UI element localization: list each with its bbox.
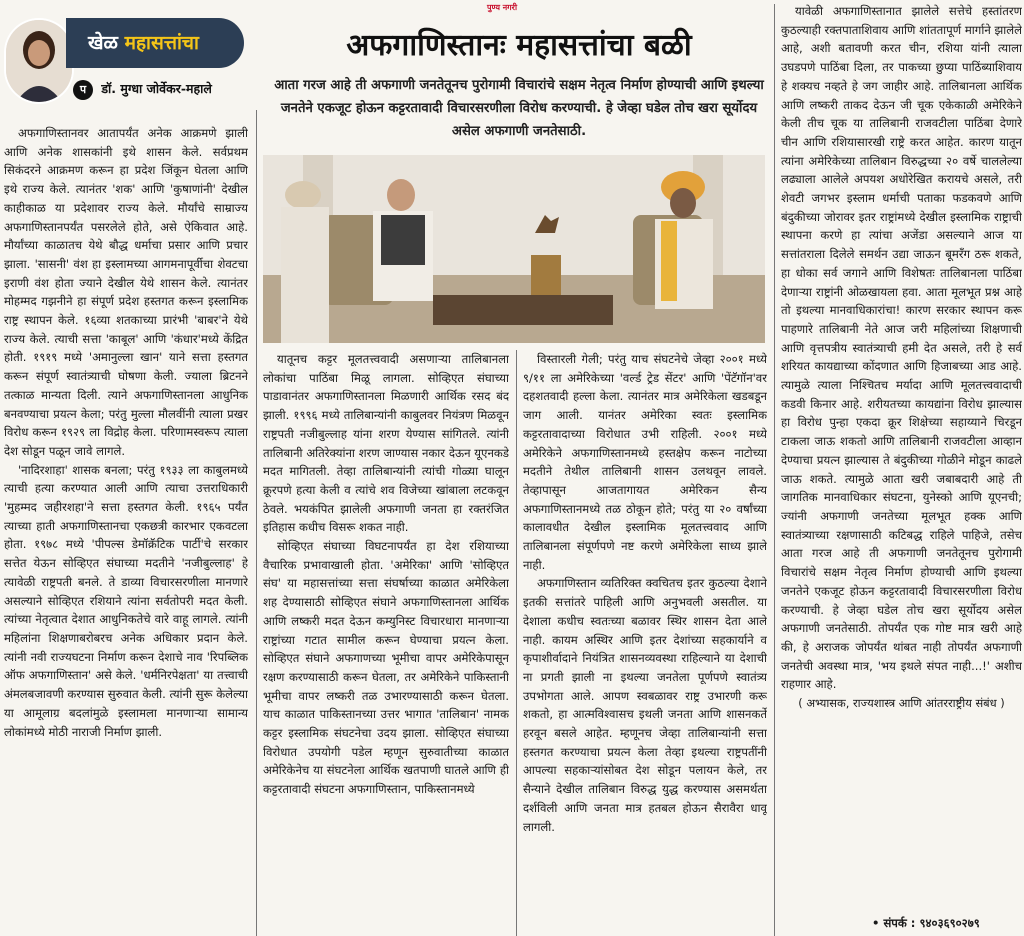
paragraph: 'नादिरशाहा' शासक बनला; परंतु १९३३ ला काबुलमध्ये त्याची हत्या करण्यात आली आणि त्याचा उत्तराधिकारी 'मुहम्मद जहीरशहा'ने सत्ता हस्तगत केली. १९६५ पर्यंत त्याच्या हाती अफगाणिस्तानचा एकछत्री कारभार एकवटला होता. १९७८ मध्ये 'पीपल्स डेमॉक्रॅटिक पार्टी'चे सरकार सत्तेत येऊन सोव्हिएत संघाच्या मदतीने 'नजीबुल्लाह' हे त्यावेळी राष्ट्रपती बनले. ते डाव्या विचारसरणीला मानणारे असल्याने सोव्हिएत रशियाने त्यांना सर्वतोपरी मदत केली. त्यांच्या नेतृत्वात देशात आधुनिकतेचे वारे वाहू लागले. त्यांनी महिलांना शिक्षणाबरोबरच अनेक अधिकार प्रदान केले. त्यांनी नवी राज्यघटना निर्माण करून देशाचे नाव 'रिपब्लिक ऑफ अफगाणिस्तान' असे केले. 'धर्मनिरपेक्षता' या तत्त्वाची अंमलबजावणी करण्यास सुरुवात केली. त्यांनी सुरू केलेल्या या आमूलाग्र बदलांमुळे इस्लामला मानणाऱ्या सामान्य लोकांमध्ये मोठी नाराजी निर्माण झाली. xyxy=(4,462,248,739)
author-affiliation: ( अभ्यासक, राज्यशास्त्र आणि आंतरराष्ट्रीय संबंध ) xyxy=(798,696,1005,711)
paragraph: यावेळी अफगाणिस्तानात झालेले सत्तेचे हस्तांतरण कुठल्याही रक्तपाताशिवाय आणि शांततापूर्ण मार्गाने झालेले आहे, अशी बतावणी करत चीन, रशिया यांनी त्याला उघडपणे पाठिंबा दिला, तर पाकच्या छुप्या पाठिंब्याशिवाय हे शक्यच नव्हते हे जग जाहीर आहे. तालिबानला आर्थिक आणि लष्करी ताकद देऊन जी चूक एकेकाळी अमेरिकेने केली तीच चूक या तालिबानी राजवटीला पाठिंबा देणारे चीन आणि रशियासारखी राष्ट्रे करत आहेत. कारण यातून त्यांना अमेरिकेच्या तालिबान विरुद्धच्या २० वर्षे चाललेल्या लढ्याला आलेले अपयश अधोरेखित करायचे असले, तरी शेवटी जगभर इस्लाम धर्माची पताका फडकवणे आणि बंदुकीच्या जोरावर इतर राष्ट्रांमध्ये देखील इस्लामिक राष्ट्राची स्थापना करणे हा त्यांचा अजेंडा असल्याने आज या सत्तांतराला दिलेले समर्थन उद्या जाऊन बूमरँग ठरू शकते, हा धोका सर्व जगाने आणि विशेषतः तालिबानला पाठिंबा देणाऱ्या राष्ट्रांनी ओळखायला हवा. आता मूलभूत प्रश्न आहे तो इथल्या मानवाधिकारांचा! कारण सरकार स्थापन करू पाहणारे तालिबानी नेते आज जरी महिलांच्या शिक्षणाची आणि वृत्तपत्रीय स्वातंत्र्याची हमी देत असले, तरी हे सर्व शरियत कायद्याच्या कोंदणात आणि हिजाबच्या आड आहे. त्यामुळे त्याला निश्चितच मर्यादा आणि मूलतत्त्ववादाची कडवी किनार आहे. शरीयतच्या कायद्यांना विरोध झाल्यास हा विरोध पुन्हा एकदा क्रूर शिक्षेच्या सहाय्याने चिरडून टाकला जाऊ शकतो आणि तालिबानी राजवटीला आव्हान देण्याचा प्रयत्न झाल्यास ते बंदुकीच्या गोळीने मोडून काढले जाऊ शकते. त्यामुळे आता खरी जबाबदारी आहे ती जागतिक मानवाधिकार संघटना, युनेस्को आणि यूएनची; ज्यांनी अफगाणी जनतेच्या मूलभूत हक्क आणि स्वातंत्र्याच्या रक्षणासाठी कटिबद्ध राहिले पाहिजे, तसेच आता गरज आहे ती अफगाणी जनतेतूनच पुरोगामी विचारांचे सक्षम नेतृत्व निर्माण होण्याची आणि इथल्या जनतेने एकजूट होऊन कट्टरतावादी विचारसरणीला विरोध करण्याची. हे जेव्हा घडेल तोच खरा सूर्योदय असेल अफगाणी जनतेसाठी. तोपर्यंत एक गोष्ट मात्र खरी आहे की, हे अराजक जोपर्यंत थांबत नाही तोपर्यंत अफगाणी जनतेची अवस्था मात्र, 'भय इथले संपत नाही...!' अशीच राहणार आहे. xyxy=(781,4,1022,692)
article-column-3 xyxy=(523,350,767,936)
author-name: डॉ. मुग्धा जोर्वेकर-महाले xyxy=(101,81,212,96)
news-photo xyxy=(263,155,765,343)
contact-number: • संपर्क : ९४०३६९०२७९ xyxy=(872,916,980,930)
banner-prefix: खेळ xyxy=(88,32,118,54)
paragraph: यातूनच कट्टर मूलतत्त्ववादी असणाऱ्या तालिबानला लोकांचा पाठिंबा मिळू लागला. सोव्हिएत संघाच्या पाडावानंतर अफगाणिस्तानला मिळणारी आर्थिक रसद बंद झाली. १९९६ मध्ये तालिबान्यांनी काबुलवर नियंत्रण मिळवून राष्ट्रपती नजीबुल्लाह यांना शरण येण्यास सांगितले. त्यांनी तालिबानी अतिरेक्यांना शरण जाण्यास नकार देऊन यूएनकडे मदत मागितली. तेव्हा तालिबान्यांनी त्यांची गोळ्या घालून क्रूरपणे हत्या केली व त्यांचे शव विजेच्या खांबाला लटकवून ठेवले. भयकंपित झालेली अफगाणी जनता हा रक्तरंजित इतिहास कधीच विसरू शकत नाही. xyxy=(263,352,509,535)
headline: अफगाणिस्तानः महासत्तांचा बळी xyxy=(346,28,692,63)
article-column-1 xyxy=(4,124,248,936)
byline xyxy=(73,76,253,102)
paragraph: सोव्हिएत संघाच्या विघटनापर्यंत हा देश रशियाच्या वैचारिक प्रभावाखाली होता. 'अमेरिका' आणि 'सोव्हिएत संघ' या महासत्तांच्या सत्ता संघर्षाच्या काळात अमेरिकेला शह देण्यासाठी सोव्हिएत संघाने अफगाणिस्तानला आर्थिक आणि लष्करी मदत देऊन कम्युनिस्ट विचारधारा मानणाऱ्या राष्ट्रांच्या गटात सामील करून घेण्याचा प्रयत्न केला. सोव्हिएत संघाने अफगाणच्या भूमीचा वापर अमेरिकेपासून रक्षण करण्यासाठी करून घेतला, तर अमेरिकेने पाकिस्तानी भूमीचा वापर लष्करी तळ उभारण्यासाठी करून घेतला. याच काळात पाकिस्तानच्या उत्तर भागात 'तालिबान' नामक कट्टर इस्लामिक संघटनेचा उदय झाला. सोव्हिएत संघाच्या विरोधात उपयोगी पडेल म्हणून सुरुवातीच्या काळात अमेरिकेनेच या संघटनेला आर्थिक खतपाणी घातले आणि ही कट्टरतावादी संघटना अफगाणिस्तान, पाकिस्तानमध्ये xyxy=(263,539,509,797)
publication-logo-icon: प xyxy=(73,80,93,100)
paragraph: विस्तारली गेली; परंतु याच संघटनेचे जेव्हा २००१ मध्ये ९/११ ला अमेरिकेच्या 'वर्ल्ड ट्रेड सेंटर' आणि 'पेंटॅगॉन'वर दहशतवादी हल्ला केला. त्यानंतर मात्र अमेरिकेला खडबडून जाग आली. यानंतर अमेरिका स्वतः इस्लामिक कट्टरतावादाच्या विरोधात उभी राहिली. २००१ मध्ये अमेरिकेने अफगाणिस्तानमध्ये हस्तक्षेप करून नाटोच्या मदतीने तेथील तालिबानी शासन उलथवून लावले. तेव्हापासून आजतागायत अमेरिकन सैन्य अफगाणिस्तानमध्ये तळ ठोकून होते; परंतु या २० वर्षांच्या कालावधीत देखील इस्लामिक मूलतत्त्ववाद आणि तालिबानला संपूर्णपणे नष्ट करणे अमेरिकेला साध्य झाले नाही. xyxy=(523,352,767,572)
article-column-2 xyxy=(263,350,509,936)
column-divider xyxy=(774,4,775,936)
column-divider xyxy=(516,350,517,936)
paragraph: अफगाणिस्तान व्यतिरिक्त क्वचितच इतर कुठल्या देशाने इतकी सत्तांतरे पाहिली आणि अनुभवली असतील. या देशाला कधीच स्वतःच्या बळावर स्थिर शासन देता आले नाही. कायम अस्थिर आणि इतर देशांच्या सहकार्याने व कृपाशीर्वादाने नियंत्रित शासनव्यवस्था राहिल्याने या देशाची ना प्रगती झाली ना इथल्या जनतेला पूर्णपणे स्वातंत्र्य उपभोगता आले. आपण स्वबळावर राष्ट्र उभारणी करू शकतो, हा आत्मविश्वासच इथली जनता आणि शासनकर्ते हरवून बसले आहेत. म्हणूनच जेव्हा तालिबान्यांनी सत्ता हस्तगत करण्याचा प्रयत्न केला तेव्हा इथल्या राष्ट्रपतींनी आपल्या सहकाऱ्यांसोबत देश सोडून पलायन केले, तर सैन्याने देखील तालिबान विरुद्ध युद्ध करण्यास असमर्थता दर्शविली आणि जनता मात्र हतबल होऊन सैरावैरा धावू लागली. xyxy=(523,576,767,834)
masthead-logo: पुण्य नगरी xyxy=(486,3,518,12)
author-photo xyxy=(4,18,74,104)
paragraph: अफगाणिस्तानवर आतापर्यंत अनेक आक्रमणे झाली आणि अनेक शासकांनी इथे शासन केले. सर्वप्रथम सिकंदरने आक्रमण करून हा प्रदेश जिंकून घेतला आणि इथे राज्य केले. त्यानंतर 'शक' आणि 'कुषाणांनी' देखील काहीकाळ या प्रदेशावर राज्य केले. मौर्यांचे साम्राज्य अफगाणिस्तानपर्यंत पसरलेले होते, असे ऐकिवात आहे. मौर्यांच्या काळातच येथे बौद्ध धर्माचा प्रसार आणि प्रचार झाला. 'सासनी' वंश हा इस्लामच्या आगमनापूर्वीचा शेवटचा इराणी वंश होता ज्याने देखील येथे शासन केले. त्यानंतर मोहम्मद गझनीने हा संपूर्ण प्रदेश हस्तगत करून इस्लामिक राष्ट्र स्थापन केले. १६व्या शतकाच्या प्रारंभी 'बाबर'ने येथे राज्य केले. त्याची सत्ता 'काबूल' आणि 'कंधार'मध्ये केंद्रित होती. १९१९ मध्ये 'अमानुल्ला खान' याने सत्ता हस्तगत करून संपूर्ण स्वातंत्र्याची घोषणा केली. ज्याला ब्रिटनने तत्काळ मान्यता दिली. त्याने अफगाणिस्तानला आधुनिक बनवण्याचा प्रयत्न केला; परंतु मुल्ला मौलवींनी त्याला प्रखर विरोध करून १९२९ ला विद्रोह केला. परिणामस्वरूप त्याला देश सोडून पळून जावे लागले. xyxy=(4,126,248,458)
deck: आता गरज आहे ती अफगाणी जनतेतूनच पुरोगामी विचारांचे सक्षम नेतृत्व निर्माण होण्याची आणि इथल्या जनतेने एकजूट होऊन कट्टरतावादी विचारसरणीला विरोध करण्याची. हे जेव्हा घडेल तोच खरा सूर्योदय असेल अफगाणी जनतेसाठी. xyxy=(274,78,764,139)
article-column-4 xyxy=(781,2,1022,894)
column-divider xyxy=(256,110,257,936)
banner-highlight: महासत्तांचा xyxy=(124,32,199,54)
column-banner xyxy=(66,18,244,68)
